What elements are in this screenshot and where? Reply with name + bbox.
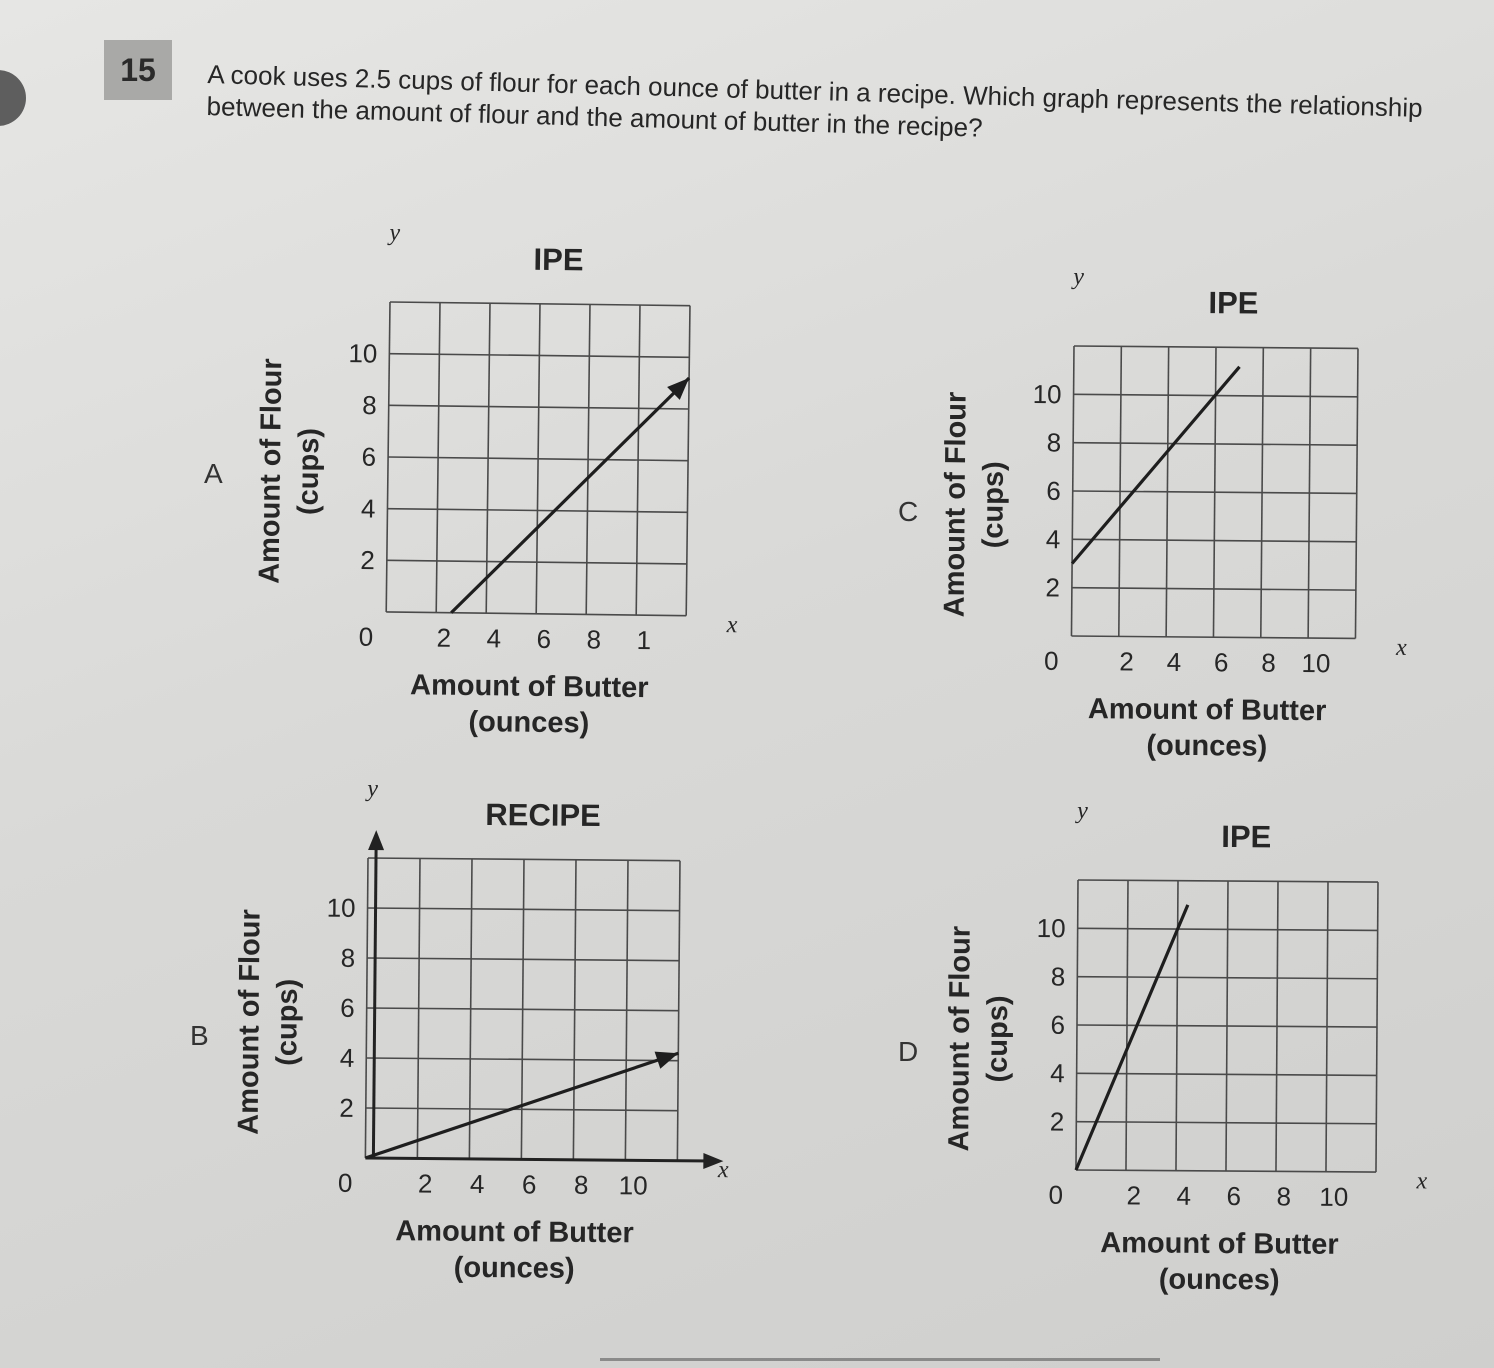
y-tick-label: 8 — [340, 942, 356, 973]
series-line — [1076, 904, 1188, 1171]
y-variable-label: y — [1073, 263, 1085, 291]
y-axis-label-unit: (cups) — [981, 995, 1015, 1083]
y-tick-label: 10 — [1032, 378, 1062, 410]
x-tick-label: 6 — [1213, 647, 1229, 678]
graph-option-d[interactable] — [942, 797, 1430, 1297]
chart-title: IPE — [533, 241, 584, 278]
graph-option-c[interactable] — [937, 263, 1410, 764]
y-axis-label: Amount of Flour — [232, 909, 267, 1135]
option-label-d[interactable]: D — [898, 1036, 919, 1067]
page-bottom-rule — [600, 1358, 1160, 1361]
x-tick-label: 8 — [586, 624, 602, 655]
chart-title: RECIPE — [485, 797, 601, 834]
x-tick-label: 6 — [1226, 1181, 1242, 1212]
x-tick-label: 0 — [358, 621, 374, 652]
chart-title: IPE — [1221, 818, 1272, 855]
y-tick-label: 10 — [326, 892, 356, 923]
x-tick-label: 0 — [1048, 1179, 1064, 1210]
option-label-a[interactable]: A — [204, 458, 223, 489]
chart-title: IPE — [1208, 285, 1259, 321]
y-tick-label: 8 — [1050, 961, 1066, 992]
grid-line-horizontal — [1077, 1073, 1377, 1075]
y-tick-label: 2 — [1049, 1106, 1065, 1137]
x-tick-label: 0 — [1043, 645, 1059, 676]
grid — [365, 858, 680, 1161]
x-axis-label: Amount of Butter — [1087, 693, 1327, 728]
y-tick-label: 4 — [339, 1042, 355, 1073]
y-axis-arrow — [373, 844, 376, 1158]
x-tick-label: 4 — [1176, 1180, 1192, 1211]
y-variable-label: y — [1077, 797, 1088, 825]
x-tick-label: 4 — [469, 1168, 485, 1200]
grid — [1076, 880, 1378, 1172]
x-variable-label: x — [1416, 1168, 1428, 1195]
question-number: 15 — [104, 40, 172, 100]
y-tick-label: 4 — [360, 493, 376, 524]
y-tick-label: 4 — [1050, 1058, 1065, 1089]
y-tick-label: 6 — [1050, 1009, 1066, 1040]
grid-line-horizontal — [1078, 880, 1378, 882]
y-variable-label: y — [367, 775, 379, 803]
y-tick-label: 2 — [1045, 572, 1061, 603]
x-variable-label: x — [726, 612, 738, 639]
x-axis-label: Amount of Butter — [409, 669, 649, 705]
x-tick-label: 0 — [337, 1167, 353, 1198]
x-variable-label: x — [1395, 634, 1407, 661]
y-tick-label: 2 — [360, 544, 376, 576]
x-variable-label: x — [717, 1157, 729, 1184]
x-tick-label: 2 — [436, 622, 452, 653]
y-tick-label: 6 — [1046, 475, 1061, 506]
option-label-c[interactable]: C — [898, 496, 919, 527]
x-tick-label: 8 — [1261, 647, 1276, 678]
y-axis-label: Amount of Flour — [253, 358, 289, 585]
x-axis-arrow — [365, 1158, 713, 1161]
x-tick-label: 4 — [1166, 646, 1182, 677]
x-tick-label: 4 — [486, 623, 502, 654]
y-axis-label-unit: (cups) — [271, 978, 304, 1066]
y-tick-label: 8 — [1046, 427, 1062, 458]
y-axis-label-unit: (cups) — [977, 461, 1010, 549]
x-tick-label: 6 — [521, 1169, 537, 1200]
x-axis-label-unit: (ounces) — [468, 705, 590, 740]
y-tick-label: 6 — [340, 992, 355, 1023]
x-axis-label: Amount of Butter — [395, 1215, 634, 1250]
x-axis-label-unit: (ounces) — [453, 1251, 575, 1285]
grid-line-horizontal — [1076, 1170, 1376, 1172]
y-tick-label: 6 — [361, 441, 377, 472]
x-tick-label: 6 — [536, 623, 552, 654]
y-tick-label: 8 — [362, 390, 377, 421]
x-axis-label-unit: (ounces) — [1146, 729, 1268, 763]
x-tick-label: 2 — [1126, 1180, 1142, 1211]
x-tick-label: 2 — [1119, 646, 1134, 677]
y-tick-label: 10 — [1036, 913, 1066, 944]
x-tick-label: 8 — [1276, 1181, 1292, 1212]
x-tick-label: 1 — [636, 625, 652, 656]
grid-line-horizontal — [1077, 1025, 1377, 1027]
y-tick-label: 4 — [1045, 524, 1061, 555]
y-axis-label: Amount of Flour — [943, 925, 977, 1152]
x-tick-label: 10 — [1319, 1181, 1349, 1212]
y-axis-arrowhead — [368, 830, 384, 850]
y-tick-label: 10 — [348, 338, 378, 369]
x-axis-label: Amount of Butter — [1100, 1227, 1339, 1261]
y-tick-label: 2 — [339, 1092, 354, 1123]
x-tick-label: 8 — [573, 1169, 589, 1200]
y-axis-label-unit: (cups) — [292, 427, 326, 516]
x-tick-label: 2 — [417, 1168, 433, 1199]
grid-line-horizontal — [1077, 977, 1377, 979]
grid — [386, 302, 690, 616]
option-label-b[interactable]: B — [190, 1020, 209, 1051]
grid-line-horizontal — [1076, 1122, 1376, 1124]
y-axis-label: Amount of Flour — [938, 391, 973, 618]
x-tick-label: 10 — [1301, 647, 1331, 679]
graph-option-b[interactable] — [231, 775, 732, 1286]
grid-line-horizontal — [1078, 928, 1378, 930]
grid — [1071, 346, 1358, 638]
x-tick-label: 10 — [618, 1170, 648, 1201]
x-axis-label-unit: (ounces) — [1158, 1263, 1280, 1297]
y-variable-label: y — [389, 219, 401, 247]
graph-option-a[interactable] — [252, 218, 743, 741]
question-text: A cook uses 2.5 cups of flour for each ounce of butter in a recipe. Which graph represents the relationship between the amount of flour and the amount of butter in the recipe? — [206, 58, 1423, 143]
